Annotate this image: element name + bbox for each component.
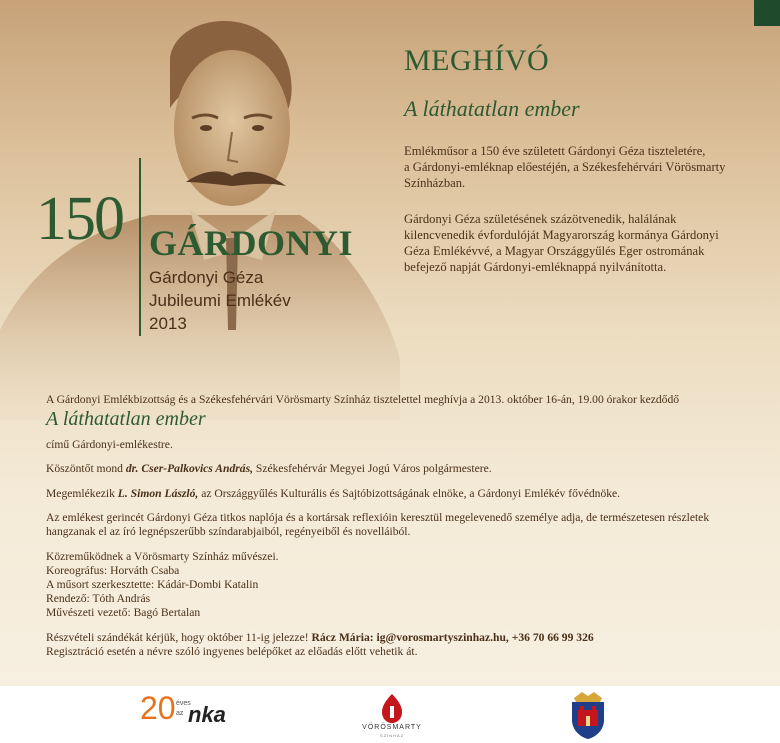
registration-line: Regisztráció esetén a névre szóló ingyenes belépőket az előadás előtt vehetik át.	[46, 645, 418, 658]
intro-line: Emlékműsor a 150 éve született Gárdonyi Géza tiszteletére,	[404, 144, 706, 158]
anniversary-line: Gárdonyi Géza születésének százötvenedik, halálának	[404, 212, 677, 226]
intro-paragraph	[404, 143, 764, 191]
anniversary-line: kilencvenedik évfordulóját Magyarország kormánya Gárdonyi	[404, 228, 719, 242]
coat-of-arms-icon	[568, 690, 608, 740]
credit-line: A műsort szerkesztette: Kádár-Dombi Katalin	[46, 578, 259, 591]
invitation-title: MEGHÍVÓ	[404, 44, 550, 77]
greeting-line	[46, 462, 492, 475]
spine-line-2: hangzanak el az író legnépszerűbb színdarabjaiból, regényeiből és novelláiból.	[46, 525, 411, 538]
intro-line: Színházban.	[404, 176, 466, 190]
greeting-suffix: Székesfehérvár Megyei Jogú Város polgármestere.	[253, 462, 492, 475]
spine-line-1: Az emlékest gerincét Gárdonyi Géza titkos naplója és a kortársak reflexióin keresztül megelevenedő személye adja, de természetesen részletek	[46, 511, 710, 524]
footer-logos	[0, 686, 780, 743]
credit-line: Művészeti vezető: Bagó Bertalan	[46, 606, 201, 619]
memorial-name: L. Simon László,	[117, 487, 199, 500]
nka-az: az	[176, 710, 184, 717]
logo-divider	[139, 158, 141, 336]
logo-150: 150	[36, 185, 123, 253]
show-title: A láthatatlan ember	[46, 408, 206, 430]
memorial-suffix: az Országgyűlés Kulturális és Sajtóbizottságának elnöke, a Gárdonyi Emlékév fővédnöke.	[198, 487, 621, 500]
nka-eves: éves	[176, 700, 191, 707]
rsvp-prefix: Részvételi szándékát kérjük, hogy október 11-ig jelezze!	[46, 631, 312, 644]
invite-text: A Gárdonyi Emlékbizottság és a Székesfehérvári Vörösmarty Színház tisztelettel meghívja a 2013. október 16-án, 19.00 órakor kezdődő	[46, 393, 680, 406]
logo-line-1: Gárdonyi Géza	[149, 268, 264, 287]
theatre-name: VÖRÖSMARTY	[362, 724, 422, 731]
logo-line-2: Jubileumi Emlékév	[149, 291, 291, 310]
nka-logo	[140, 690, 240, 734]
anniversary-paragraph	[404, 211, 764, 275]
theatre-mask-icon	[362, 690, 422, 724]
credit-line: Közreműködnek a Vörösmarty Színház művészei.	[46, 550, 279, 563]
credit-line: Koreográfus: Horváth Csaba	[46, 564, 180, 577]
credit-line: Rendező: Tóth András	[46, 592, 151, 605]
intro-line: a Gárdonyi-emléknap előestéjén, a Székesfehérvári Vörösmarty	[404, 160, 726, 174]
theatre-sub: SZÍNHÁZ	[379, 733, 405, 738]
anniversary-line: befejező napját Gárdonyi-emléknappá nyilvánította.	[404, 260, 667, 274]
rsvp-line	[46, 631, 594, 644]
nka-brand: nka	[188, 702, 226, 727]
show-subtitle: A láthatatlan ember	[404, 96, 580, 121]
memorial-prefix: Megemlékezik	[46, 487, 118, 500]
logo-name: GÁRDONYI	[149, 223, 354, 263]
anniversary-line: Géza Emlékévvé, a Magyar Országgyűlés Eger ostromának	[404, 244, 705, 258]
nka-number: 20	[140, 690, 176, 726]
rsvp-phone: +36 70 66 99 326	[508, 631, 594, 644]
show-subline: című Gárdonyi-emlékestre.	[46, 438, 173, 451]
logo-line-3: 2013	[149, 314, 187, 333]
corner-tab	[754, 0, 780, 26]
memorial-line	[46, 487, 620, 500]
rsvp-contact[interactable]: Rácz Mária: ig@vorosmartyszinhaz.hu,	[311, 631, 509, 644]
greeting-name: dr. Cser-Palkovics András,	[125, 462, 253, 475]
theatre-logo	[362, 690, 422, 740]
greeting-prefix: Köszöntőt mond	[46, 462, 126, 475]
